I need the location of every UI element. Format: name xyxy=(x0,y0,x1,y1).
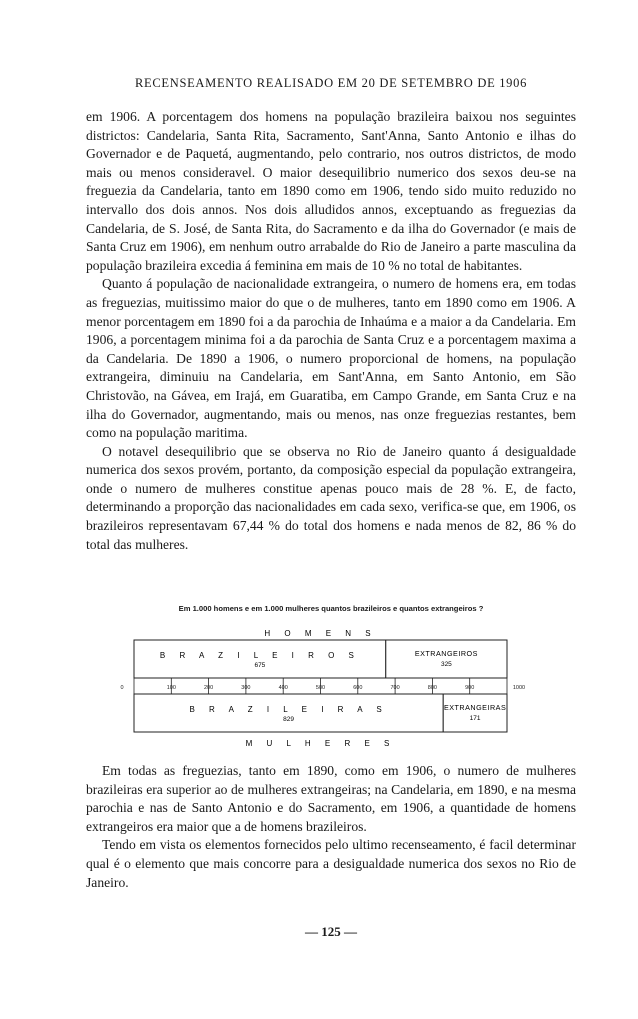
tick-label: 500 xyxy=(315,685,326,691)
tick-label: 200 xyxy=(204,685,214,691)
tick-label: 800 xyxy=(427,685,437,691)
paragraph-1: em 1906. A porcentagem dos homens na população brazileira baixou nos seguintes districtos: Candelaria, Santa Rita, Sacramento, Sant'Anna, Santo Antonio e ilhas do Governador e de Paquetá, augmentando, pelo contrario, nos outros districtos, de modo mais ou menos consideravel. O maior desequilibrio numerico dos sexos deu-se na freguezia da Candelaria, tanto em 1890 como em 1906, tendo sido muito reduzido no intervallo dos dois annos. Nos dois alludidos annos, exceptuando as freguezias da Candelaria, de S. José, de Santa Rita, do Sacramento e da ilha do Governador (e mais de Santa Cruz em 1906), em nenhum outro arrabalde do Rio de Janeiro a parte masculina da população brazileira excedia á feminina em mais de 10 % no total de habitantes. xyxy=(86,109,576,273)
women-label: M U L H E R E S xyxy=(245,739,396,748)
page-number: — 125 — xyxy=(305,924,357,939)
women-foreign-bar xyxy=(443,694,507,732)
women-brazilian-value: 829 xyxy=(283,716,295,723)
tick-label: 100 xyxy=(166,685,176,691)
body-text-bottom xyxy=(86,762,576,892)
tick-label: 300 xyxy=(241,685,251,691)
men-label: H O M E N S xyxy=(264,629,377,638)
tick-label: 700 xyxy=(390,685,400,691)
men-brazilian-label: B R A Z I L E I R O S xyxy=(159,651,360,660)
paragraph-2: Quanto á população de nacionalidade extrangeira, o numero de homens era, em todas as freguezias, muitissimo maior do que o de mulheres, tanto em 1890 como em 1906. A menor porcentagem em 1890 foi a da parochia de Inhaúma e a maior a da Candelaria. Em 1906, a porcentagem minima foi a da parochia de Santa Cruz e a porcentagem maxima a da Candelaria. De 1890 a 1906, o numero proporcional de homens, na população extrangeira, diminuiu na Candelaria, em Sant'Anna, em Santo Antonio, em São Christovão, na Gávea, em Irajá, em Guaratiba, em Campo Grande, em Santa Cruz e na ilha do Governador, augmentando, mais ou menos, nas onze freguezias restantes, bem como na população maritima. xyxy=(86,276,576,441)
tick-label: 900 xyxy=(465,685,475,691)
tick-label: 600 xyxy=(353,685,363,691)
men-foreign-value: 325 xyxy=(440,661,452,668)
women-brazilian-label: B R A Z I L E I R A S xyxy=(189,705,388,714)
men-brazilian-value: 675 xyxy=(254,662,266,669)
paragraph-4: Em todas as freguezias, tanto em 1890, como em 1906, o numero de mulheres brazileiras era superior ao de mulheres extrangeiras; na Candelaria, em 1890, e na mesma parochia e nas de Santo Antonio e do Sacramento, em 1906, a quantidade de homens extrangeiros era maior que a de homens brazileiros. xyxy=(86,763,576,834)
tick-label: 1000 xyxy=(512,685,526,691)
tick-label: 0 xyxy=(120,685,124,691)
men-foreign-bar xyxy=(386,640,507,678)
figure-caption: Em 1.000 homens e em 1.000 mulheres quantos brazileiros e quantos extrangeiros ? xyxy=(178,604,484,613)
paragraph-3: O notavel desequilibrio que se observa no Rio de Janeiro quanto á desigualdade numerica dos sexos provém, portanto, da composição especial da população extrangeira, onde o numero de mulheres constitue apenas pouco mais de 28 %. E, de facto, determinando a proporção das nacionalidades em cada sexo, verifica-se que, em 1906, os brazileiros representavam 67,44 % do total dos homens e nada menos de 82, 86 % do total das mulheres. xyxy=(86,443,576,552)
paragraph-5: Tendo em vista os elementos fornecidos pelo ultimo recenseamento, é facil determinar qual é o elemento que mais concorre para a desigualdade numerica dos sexos no Rio de Janeiro. xyxy=(86,837,576,890)
running-header: RECENSEAMENTO REALISADO EM 20 DE SETEMBRO DE 1906 xyxy=(134,76,528,90)
men-foreign-label: EXTRANGEIROS xyxy=(414,649,478,658)
women-foreign-value: 171 xyxy=(469,715,481,722)
tick-label: 400 xyxy=(278,685,288,691)
women-foreign-label: EXTRANGEIRAS xyxy=(443,703,507,712)
